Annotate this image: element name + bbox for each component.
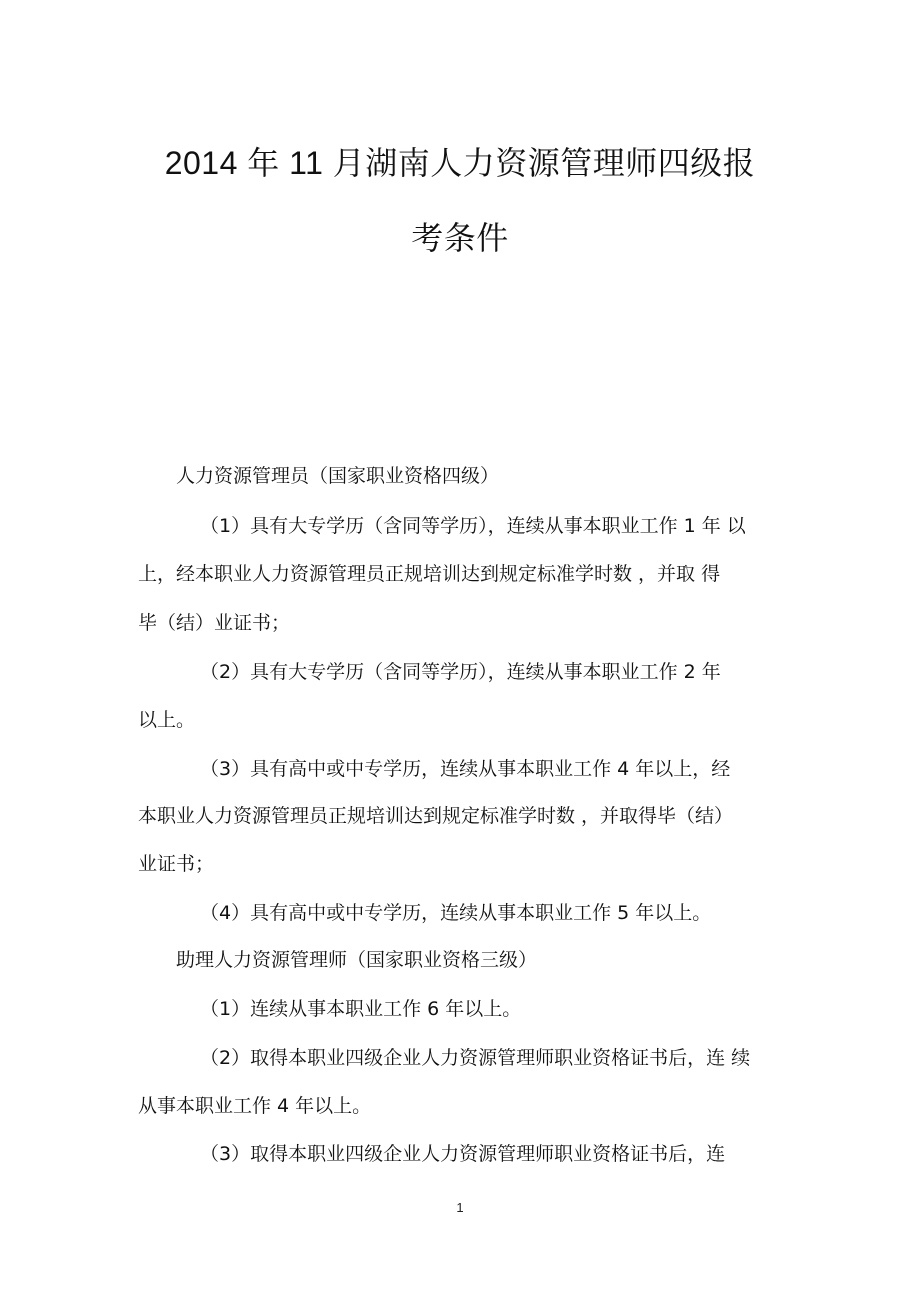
paragraph-line: （2）具有大专学历（含同等学历），连续从事本职业工作 2 年	[200, 661, 721, 683]
paragraph-line: 以上。	[138, 709, 196, 731]
paragraph-line: （2）取得本职业四级企业人力资源管理师职业资格证书后，连 续	[200, 1047, 751, 1069]
document-title-line-1: 2014 年 11 月湖南人力资源管理师四级报	[164, 145, 756, 181]
document-title-line-2: 考条件	[411, 220, 509, 256]
paragraph-line: 上，经本职业人力资源管理员正规培训达到规定标准学时数 ，并取 得	[138, 563, 721, 585]
paragraph-line: （1）连续从事本职业工作 6 年以上。	[200, 998, 522, 1020]
paragraph-line: 毕（结）业证书；	[138, 612, 291, 634]
page-number: 1	[456, 1200, 464, 1215]
section-heading-level-3: 助理人力资源管理师（国家职业资格三级）	[176, 949, 538, 971]
paragraph-line: 业证书；	[138, 853, 215, 875]
paragraph-line: 本职业人力资源管理员正规培训达到规定标准学时数 ，并取得毕（结）	[138, 805, 734, 827]
paragraph-line: 从事本职业工作 4 年以上。	[138, 1095, 372, 1117]
paragraph-line: （3）具有高中或中专学历，连续从事本职业工作 4 年以上，经	[200, 758, 731, 780]
section-heading-level-4: 人力资源管理员（国家职业资格四级）	[176, 465, 500, 487]
paragraph-line: （4）具有高中或中专学历，连续从事本职业工作 5 年以上。	[200, 902, 712, 924]
paragraph-line: （3）取得本职业四级企业人力资源管理师职业资格证书后，连	[200, 1143, 726, 1165]
paragraph-line: （1）具有大专学历（含同等学历），连续从事本职业工作 1 年 以	[200, 515, 746, 537]
